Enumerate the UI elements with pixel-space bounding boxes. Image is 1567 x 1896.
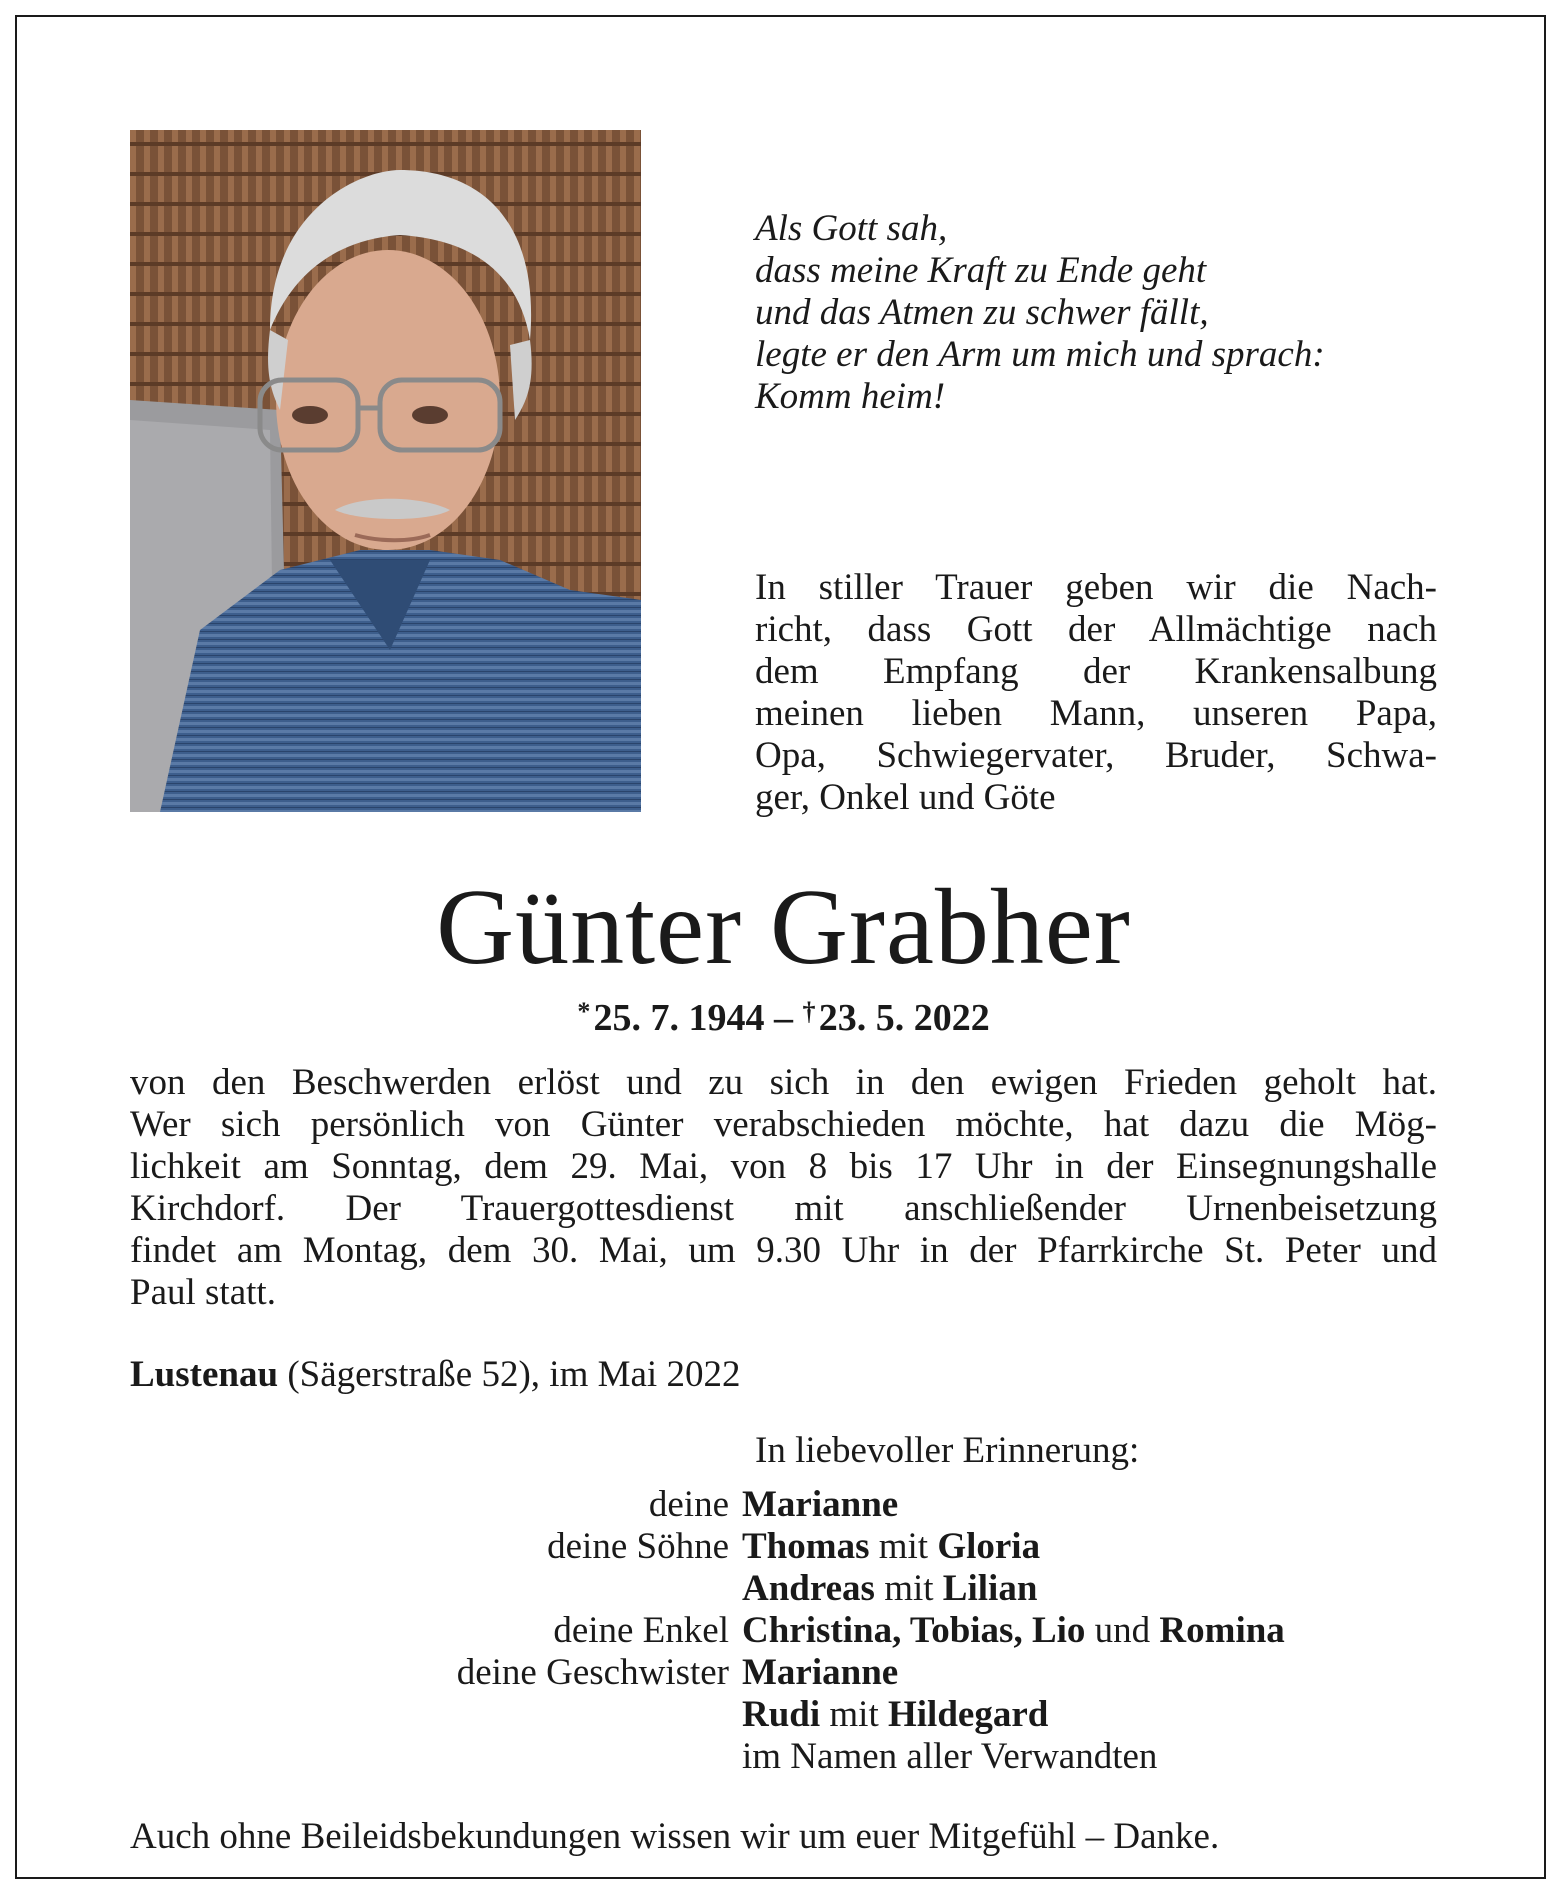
family-connector: mit (869, 1526, 938, 1567)
death-date: 23. 5. 2022 (818, 997, 990, 1039)
place-city: Lustenau (130, 1354, 279, 1395)
family-name: Hildegard (888, 1694, 1049, 1735)
family-name: Rudi (742, 1694, 821, 1735)
date-separator: – (764, 997, 803, 1039)
intro-line: richt, dass Gott der Allmächtige nach (755, 609, 1437, 650)
poem (755, 208, 1325, 418)
family-row (130, 1484, 1530, 1526)
intro-line: In stiller Trauer geben wir die Nach- (755, 567, 1437, 608)
body-line: Paul statt. (130, 1272, 276, 1313)
family-row (130, 1736, 1530, 1778)
family-relation (130, 1736, 742, 1778)
poem-line: und das Atmen zu schwer fällt, (755, 292, 1209, 333)
family-relation (130, 1568, 742, 1610)
poem-line: Komm heim! (755, 376, 946, 417)
family-row (130, 1694, 1530, 1736)
family-relation (130, 1694, 742, 1736)
family-name: Christina, Tobias, Lio (742, 1610, 1086, 1651)
intro-line: dem Empfang der Krankensalbung (755, 651, 1437, 692)
body-line: von den Beschwerden erlöst und zu sich in den ewigen Frieden geholt hat. (130, 1062, 1437, 1103)
family-name: Andreas (742, 1568, 875, 1609)
body-line: Kirchdorf. Der Trauergottesdienst mit anschließender Urnenbeisetzung (130, 1188, 1437, 1229)
poem-line: dass meine Kraft zu Ende geht (755, 250, 1207, 291)
family-name: Marianne (742, 1484, 899, 1525)
birth-date: 25. 7. 1944 (593, 997, 765, 1039)
family-name: Lilian (942, 1568, 1038, 1609)
place-address: (Sägerstraße 52), im Mai 2022 (278, 1354, 741, 1395)
family-row (130, 1526, 1530, 1568)
family-list (130, 1484, 1530, 1778)
poem-line: Als Gott sah, (755, 208, 948, 249)
poem-line: legte er den Arm um mich und sprach: (755, 334, 1325, 375)
portrait-photo (130, 130, 641, 812)
family-connector: mit (874, 1568, 943, 1609)
family-name: Marianne (742, 1652, 899, 1693)
closing-thanks: Auch ohne Beileidsbekundungen wissen wir um euer Mitgefühl – Danke. (130, 1816, 1220, 1857)
family-relation: deine Geschwister (456, 1652, 729, 1693)
family-name: Gloria (937, 1526, 1041, 1567)
family-relation: deine Enkel (553, 1610, 729, 1651)
deceased-name: Günter Grabher (436, 868, 1131, 987)
intro-line: Opa, Schwiegervater, Bruder, Schwa- (755, 735, 1437, 776)
family-row (130, 1610, 1530, 1652)
family-connector: mit (820, 1694, 888, 1735)
body-line: Wer sich persönlich von Günter verabschieden möchte, hat dazu die Mög- (130, 1104, 1437, 1145)
intro-line: ger, Onkel und Göte (755, 777, 1056, 818)
family-relation: deine (648, 1484, 729, 1525)
memory-heading: In liebevoller Erinnerung: (755, 1430, 1140, 1471)
family-closing: im Namen aller Verwandten (742, 1736, 1158, 1777)
family-name: Romina (1159, 1610, 1285, 1651)
family-name: Thomas (742, 1526, 870, 1567)
family-connector: und (1085, 1610, 1160, 1651)
family-relation: deine Söhne (547, 1526, 729, 1567)
family-row (130, 1568, 1530, 1610)
death-symbol: † (802, 997, 816, 1026)
body-line: findet am Montag, dem 30. Mai, um 9.30 Uhr in der Pfarrkirche St. Peter und (130, 1230, 1437, 1271)
announcement-body (130, 1062, 1437, 1314)
body-line: lichkeit am Sonntag, dem 29. Mai, von 8 bis 17 Uhr in der Einsegnungshalle (130, 1146, 1437, 1187)
birth-symbol: * (577, 997, 591, 1026)
place-and-date (130, 1354, 740, 1396)
life-dates (0, 990, 1567, 1040)
intro-text (755, 567, 1437, 819)
family-row (130, 1652, 1530, 1694)
intro-line: meinen lieben Mann, unseren Papa, (755, 693, 1437, 734)
